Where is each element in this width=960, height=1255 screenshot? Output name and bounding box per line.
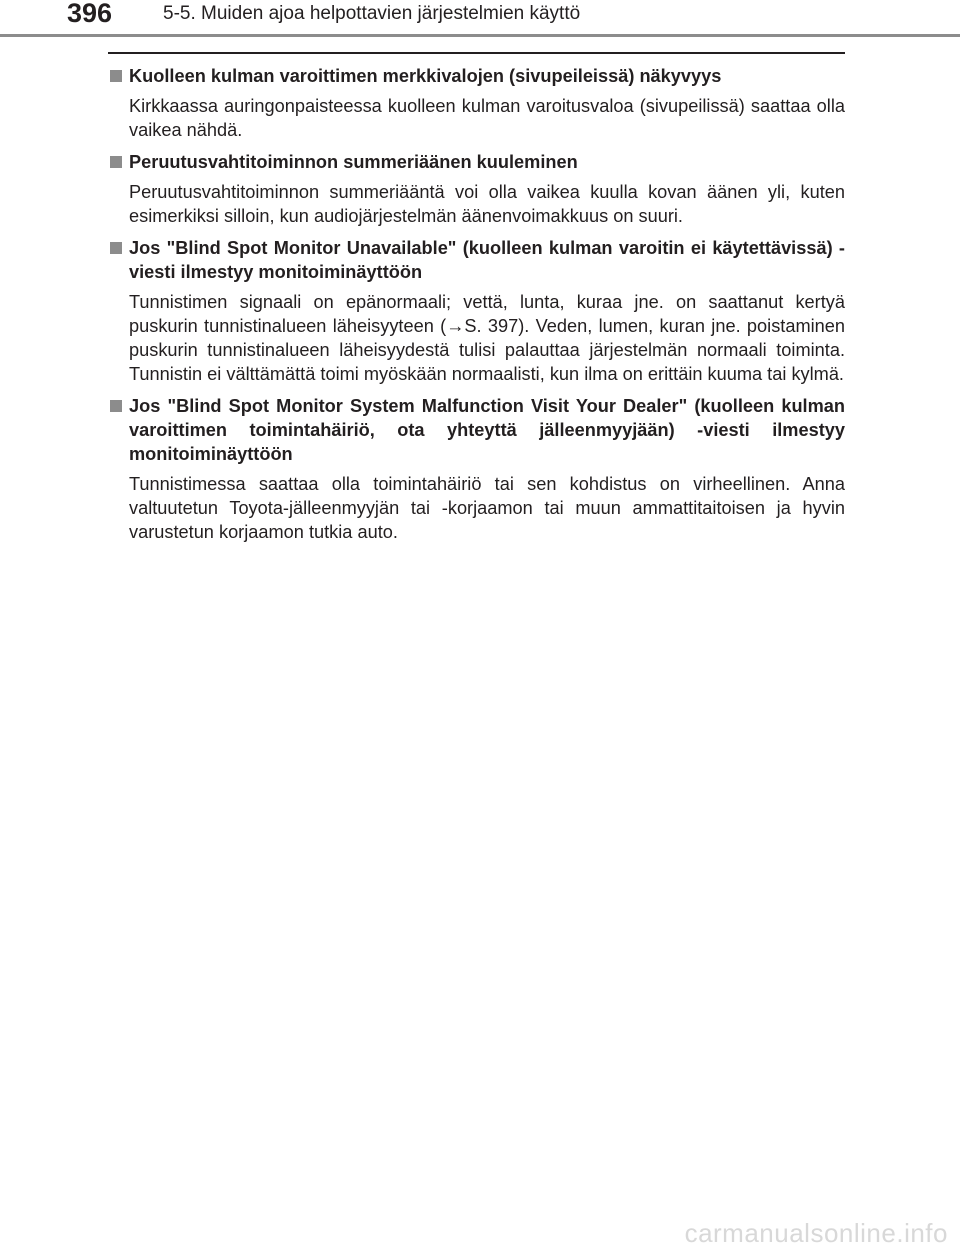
section-body: Tunnistimen signaali on epänormaali; vettä, lunta, kuraa jne. on saattanut kertyä puskurin tunnistinalueen läheisyyteen (→S. 397). Veden, lumen, kuran jne. poistaminen puskurin tunnistinalueen läheisyydestä tulisi palauttaa järjestelmän normaali toiminta. Tunnistin ei välttämättä toimi myöskään normaalisti, kun ilma on erittäin kuuma tai kylmä. xyxy=(129,292,845,384)
header-rule xyxy=(0,34,960,37)
section-heading xyxy=(108,64,845,88)
section-heading-text: Peruutusvahtitoiminnon summeriäänen kuuleminen xyxy=(129,152,578,172)
section-body: Kirkkaassa auringonpaisteessa kuolleen kulman varoitusvaloa (sivupeilissä) saattaa olla vaikea nähdä. xyxy=(129,96,845,140)
section-heading xyxy=(108,150,845,174)
bullet-square-icon xyxy=(110,156,122,168)
section-bsm-malfunction xyxy=(108,394,845,544)
section-heading-text: Kuolleen kulman varoittimen merkkivalojen (sivupeileissä) näkyvyys xyxy=(129,66,722,86)
bullet-square-icon xyxy=(110,242,122,254)
section-bsm-unavailable xyxy=(108,236,845,386)
section-heading xyxy=(108,236,845,284)
watermark: carmanualsonline.info xyxy=(684,1218,948,1248)
section-sidemirror-indicator-visibility xyxy=(108,64,845,142)
page-number: 396 xyxy=(67,0,113,28)
bullet-square-icon xyxy=(110,70,122,82)
page-content xyxy=(108,64,845,552)
content-rule xyxy=(108,52,845,54)
section-rcta-buzzer xyxy=(108,150,845,228)
section-body: Peruutusvahtitoiminnon summeriääntä voi olla vaikea kuulla kovan äänen yli, kuten esimerkiksi silloin, kun audiojärjestelmän äänenvoimakkuus on suuri. xyxy=(129,182,845,226)
section-body: Tunnistimessa saattaa olla toimintahäiriö tai sen kohdistus on virheellinen. Anna valtuutetun Toyota-jälleenmyyjän tai -korjaamon tai muun ammattitaitoisen ja hyvin varustetun korjaamon tutkia auto. xyxy=(129,474,845,542)
chapter-title: 5-5. Muiden ajoa helpottavien järjestelmien käyttö xyxy=(163,3,581,24)
bullet-square-icon xyxy=(110,400,122,412)
section-heading-text: Jos "Blind Spot Monitor Unavailable" (kuolleen kulman varoitin ei käytettävissä) -viesti ilmestyy monitoiminäyttöön xyxy=(129,238,845,282)
section-heading xyxy=(108,394,845,466)
section-heading-text: Jos "Blind Spot Monitor System Malfunction Visit Your Dealer" (kuolleen kulman varoittimen toimintahäiriö, ota yhteyttä jälleenmyyjään) -viesti ilmestyy monitoiminäyttöön xyxy=(129,396,845,464)
